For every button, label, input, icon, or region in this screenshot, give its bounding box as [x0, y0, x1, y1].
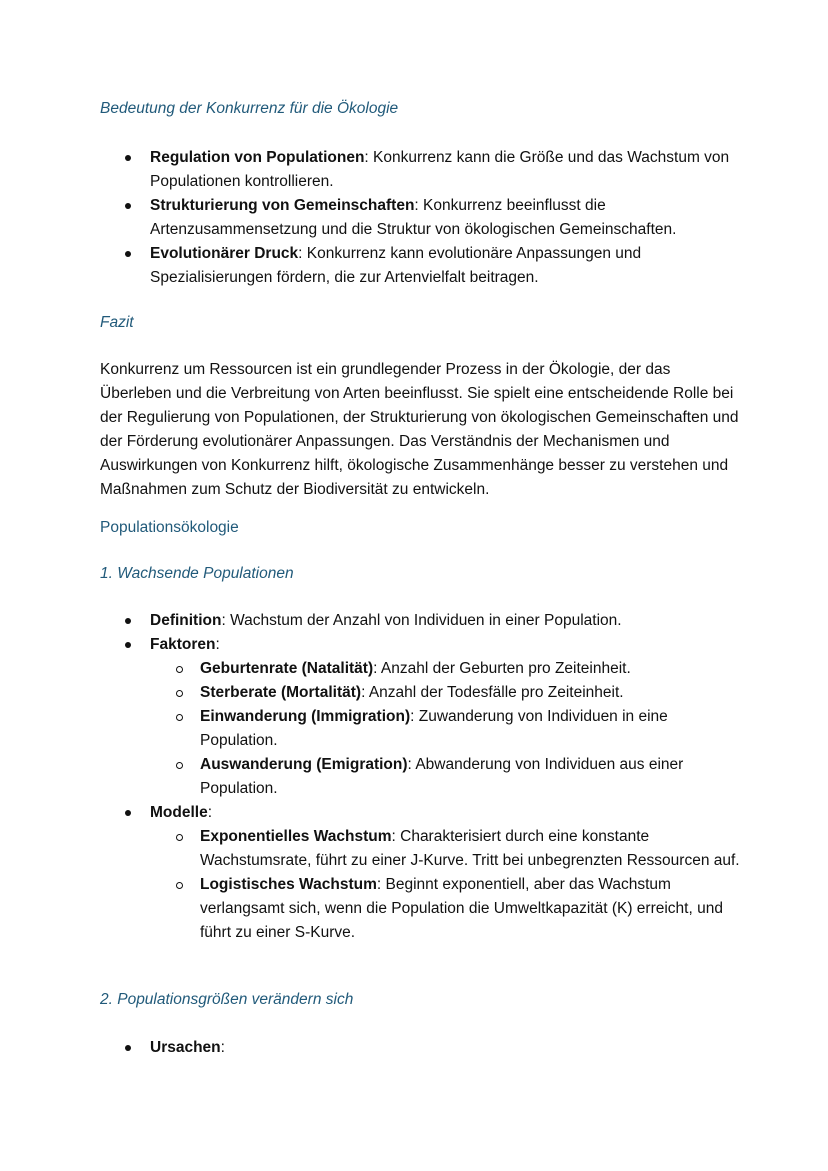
description: Konkurrenz kann evolutionäre Anpassungen und Spezialisierungen fördern, die zur Artenvielfalt beitragen.: [150, 245, 642, 286]
term: Definition: [150, 612, 222, 629]
fazit-paragraph: Konkurrenz um Ressourcen ist ein grundlegender Prozess in der Ökologie, der das Überleben und die Verbreitung von Arten beeinflusst. Sie spielt eine entscheidende Rolle bei der Regulierung von Populationen, der Strukturierung von ökologischen Gemeinschaften und der Förderung evolutionärer Anpassungen. Das Verständnis der Mechanismen und Auswirkungen von Konkurrenz hilft, ökologische Zusammenhänge besser zu verstehen und Maßnahmen zum Schutz der Biodiversität zu entwickeln.: [100, 361, 739, 498]
separator: :: [215, 636, 220, 653]
description: Konkurrenz beeinflusst die Artenzusammensetzung und die Struktur von ökologischen Gemeinschaften.: [150, 197, 677, 238]
term: Logistisches Wachstum: [200, 876, 377, 893]
bullet-icon: [125, 251, 131, 257]
circle-bullet-icon: [176, 882, 183, 889]
description: Zuwanderung von Individuen in eine Population.: [200, 708, 668, 749]
list-item-faktoren: [100, 633, 740, 801]
sublist-item: [150, 873, 740, 945]
separator: :: [361, 684, 369, 701]
groessen-list: [100, 1036, 740, 1060]
separator: :: [407, 756, 416, 773]
sublist-item: [150, 657, 740, 681]
bullet-icon: [125, 810, 131, 816]
separator: :: [298, 245, 307, 262]
heading-fazit: Fazit: [100, 314, 134, 331]
sublist-item: [150, 825, 740, 873]
term: Auswanderung (Emigration): [200, 756, 408, 773]
heading-populationsoekologie: Populationsökologie: [100, 519, 239, 536]
term: Modelle: [150, 804, 208, 821]
description: Wachstum der Anzahl von Individuen in einer Population.: [230, 612, 622, 629]
circle-bullet-icon: [176, 714, 183, 721]
heading-wachsende-populationen: 1. Wachsende Populationen: [100, 565, 294, 582]
description: Charakterisiert durch eine konstante Wachstumsrate, führt zu einer J-Kurve. Tritt bei unbegrenzten Ressourcen auf.: [200, 828, 740, 869]
separator: :: [373, 660, 381, 677]
term: Strukturierung von Gemeinschaften: [150, 197, 415, 214]
sublist-item: [150, 705, 740, 753]
bullet-icon: [125, 618, 131, 624]
list-item: [100, 242, 740, 290]
description: Konkurrenz kann die Größe und das Wachstum von Populationen kontrollieren.: [150, 149, 730, 190]
list-item: [100, 194, 740, 242]
term: Sterberate (Mortalität): [200, 684, 362, 701]
description: Abwanderung von Individuen aus einer Population.: [200, 756, 684, 797]
term: Faktoren: [150, 636, 216, 653]
term: Geburtenrate (Natalität): [200, 660, 374, 677]
separator: :: [376, 876, 386, 893]
separator: :: [207, 804, 213, 821]
wachsende-list: [100, 609, 740, 945]
list-item: [100, 146, 740, 194]
faktoren-sublist: [150, 657, 740, 801]
bullet-icon: [125, 155, 131, 161]
separator: :: [391, 828, 401, 845]
separator: :: [414, 197, 424, 214]
term: Regulation von Populationen: [150, 149, 365, 166]
circle-bullet-icon: [176, 690, 183, 697]
separator: :: [221, 612, 231, 629]
circle-bullet-icon: [176, 762, 183, 769]
description: Anzahl der Geburten pro Zeiteinheit.: [380, 660, 631, 677]
heading-bedeutung: Bedeutung der Konkurrenz für die Ökologie: [100, 100, 399, 117]
separator: :: [364, 149, 374, 166]
sublist-item: [150, 753, 740, 801]
modelle-sublist: [150, 825, 740, 945]
circle-bullet-icon: [176, 834, 183, 841]
bullet-icon: [125, 203, 131, 209]
term: Ursachen: [150, 1039, 221, 1056]
list-item-definition: [100, 609, 740, 633]
description: Anzahl der Todesfälle pro Zeiteinheit.: [368, 684, 624, 701]
heading-populationsgroessen: 2. Populationsgrößen verändern sich: [100, 991, 354, 1008]
bullet-icon: [125, 642, 131, 648]
circle-bullet-icon: [176, 666, 183, 673]
list-item-ursachen: [100, 1036, 740, 1060]
description: Beginnt exponentiell, aber das Wachstum verlangsamt sich, wenn die Population die Umweltkapazität (K) erreicht, und führt zu einer S-Kurve.: [200, 876, 723, 941]
bullet-icon: [125, 1045, 131, 1051]
separator: :: [410, 708, 419, 725]
sublist-item: [150, 681, 740, 705]
separator: :: [220, 1039, 225, 1056]
bedeutung-list: [100, 146, 740, 290]
list-item-modelle: [100, 801, 740, 945]
term: Einwanderung (Immigration): [200, 708, 411, 725]
term: Evolutionärer Druck: [150, 245, 299, 262]
term: Exponentielles Wachstum: [200, 828, 392, 845]
